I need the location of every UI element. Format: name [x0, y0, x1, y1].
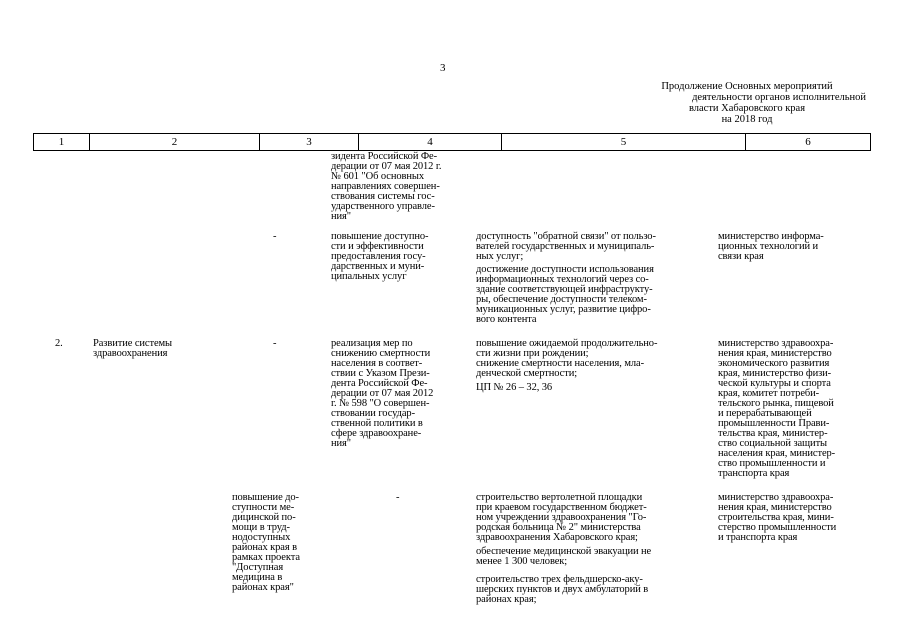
block3-col5-text-a: повышение ожидаемой продолжительно- сти жизни при рождении; снижение смертности населения, мла- денческой смертности;: [476, 338, 658, 379]
block2-col5-text-a: доступность "обратной связи" от пользо- вателей государственных и муниципаль- ных услуг;: [476, 231, 656, 262]
block3-col5-text-b: ЦП № 26 – 32, 36: [476, 382, 553, 393]
heading-line-4: на 2018 год: [721, 114, 773, 125]
block3-col1-number: 2.: [55, 338, 63, 349]
heading-line-2: деятельности органов исполнительной: [692, 92, 866, 103]
heading-line-3: власти Хабаровского края: [688, 103, 806, 114]
block4-col3-text: повышение до- ступности ме- дицинской по- мощи в труд- нодоступных районах края в рамках проекта "Доступная медицина в районах края": [232, 492, 300, 593]
column-header-1: 1: [34, 134, 90, 150]
column-header-3: 3: [260, 134, 359, 150]
block3-col2-title: Развитие системы здравоохранения: [93, 338, 173, 359]
block2-col6-text: министерство информа- ционных технологий и связи края: [718, 231, 824, 262]
block2-col5-text-b: достижение доступности использования информационных технологий через со- здание соответствующей инфраструкту- ры, обеспечение доступности телеком- муникационных услуг, развитие цифро- вого контента: [476, 264, 654, 325]
block2-col4-text: повышение доступно- сти и эффективности предоставления госу- дарственных и муни- ципальных услуг: [331, 231, 429, 282]
block2-col3-dash: -: [273, 231, 277, 242]
column-header-2: 2: [90, 134, 260, 150]
block1-col4-text: зидента Российской Фе- дерации от 07 мая 2012 г. № 601 "Об основных направлениях совершен- ствования системы гос- ударственного управле- ния": [331, 151, 442, 222]
column-header-6: 6: [805, 136, 811, 148]
column-header-4: 4: [359, 134, 502, 150]
document-heading: [600, 81, 866, 125]
block3-col3-dash: -: [273, 338, 277, 349]
block4-col5-text-a: строительство вертолетной площадки при краевом государственном бюджет- ном учреждении здравоохранения "Го- родская больница № 2" министерства здравоохранения Хабаровского края;: [476, 492, 647, 543]
block4-col5-text-b: обеспечение медицинской эвакуации не менее 1 300 человек;: [476, 546, 652, 567]
page-number: 3: [440, 62, 446, 74]
block4-col5-text-c: строительство трех фельдшерско-аку- шерских пунктов и двух амбулаторий в районах края;: [476, 574, 649, 605]
heading-line-1: Продолжение Основных мероприятий: [661, 81, 833, 92]
block4-col4-dash: -: [396, 492, 400, 503]
column-number-row: [33, 133, 871, 151]
block4-col6-text: министерство здравоохра- нения края, министерство строительства края, мини- стерство промышленности и транспорта края: [718, 492, 837, 543]
block3-col4-text: реализация мер по снижению смертности населения в соответ- ствии с Указом Прези- дента Российской Фе- дерации от 07 мая 2012 г. № 598 "О совершен- ствовании государ- ственной политики в сфере здравоохране- ния": [331, 338, 434, 449]
column-header-5: 5: [502, 134, 746, 150]
block3-col6-text: министерство здравоохра- нения края, министерство экономического развития края, министерство физи- ческой культуры и спорта края, комитет потреби- тельского рынка, пищевой и перерабатывающей промышленности Прави- тельства края, министер- ство социальной защиты населения края, министер- ство промышленности и транспорта края: [718, 338, 836, 479]
